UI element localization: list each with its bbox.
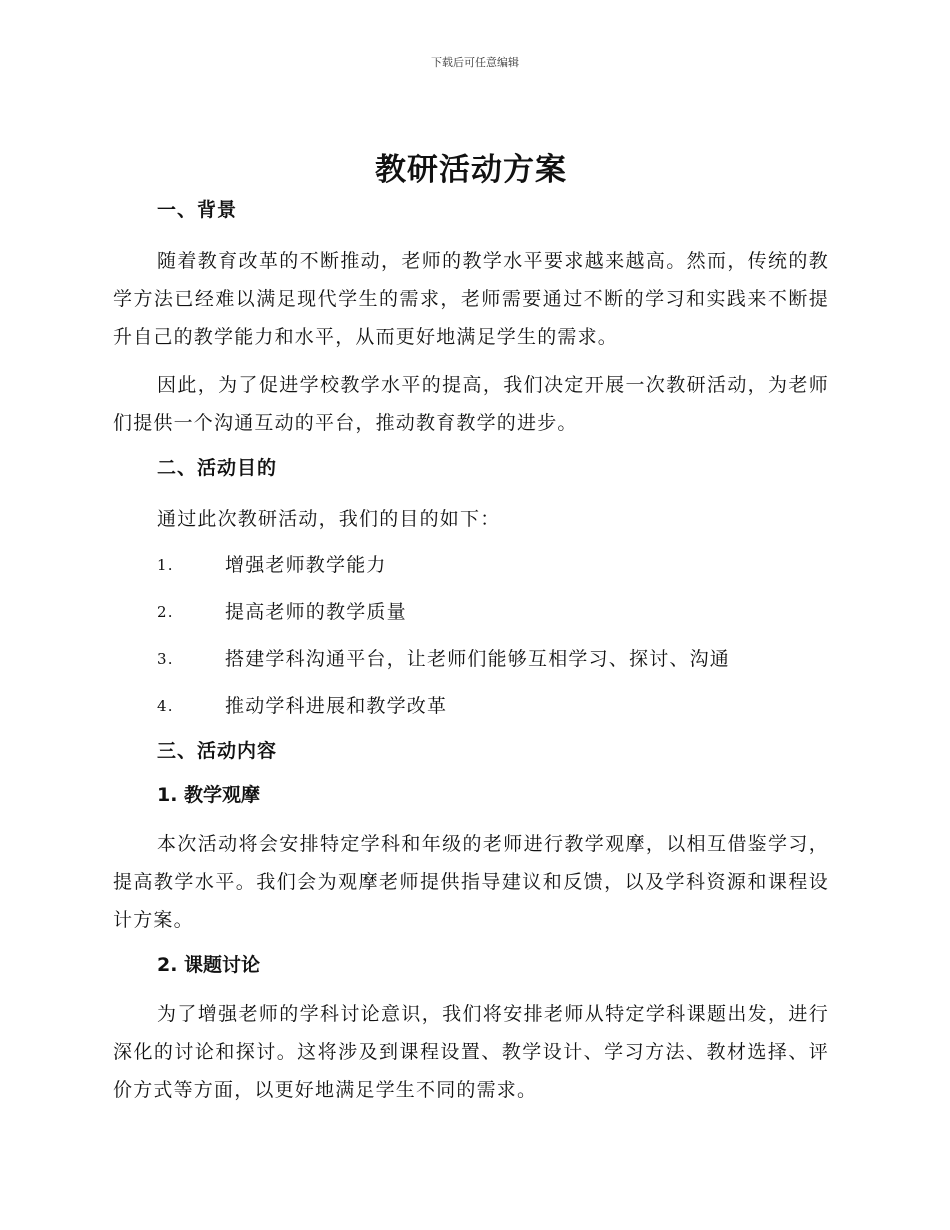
paragraph: 随着教育改革的不断推动，老师的教学水平要求越来越高。然而，传统的教学方法已经难以满足现代学生的需求，老师需要通过不断的学习和实践来不断提升自己的教学能力和水平，从而更好地满足学生的需求。	[113, 250, 829, 348]
list-text: 提高老师的教学质量	[225, 601, 407, 623]
list-item	[113, 551, 829, 579]
list-text: 增强老师教学能力	[225, 554, 387, 576]
list-text: 搭建学科沟通平台，让老师们能够互相学习、探讨、沟通	[225, 648, 731, 670]
list-number: 4.	[157, 697, 174, 715]
header-note: 下载后可任意编辑	[431, 56, 519, 69]
subsection-heading-observation: 1. 教学观摩	[157, 784, 261, 806]
paragraph: 为了增强老师的学科讨论意识，我们将安排老师从特定学科课题出发，进行深化的讨论和探讨。这将涉及到课程设置、教学设计、学习方法、教材选择、评价方式等方面，以更好地满足学生不同的需求。	[113, 1003, 829, 1101]
section-heading-content: 三、活动内容	[157, 740, 278, 762]
list-text: 推动学科进展和教学改革	[225, 695, 448, 717]
list-number: 1.	[157, 556, 174, 574]
section-heading-purpose: 二、活动目的	[157, 457, 278, 479]
list-number: 2.	[157, 603, 174, 621]
purpose-intro: 通过此次教研活动，我们的目的如下：	[157, 508, 501, 530]
list-number: 3.	[157, 650, 174, 668]
section-heading-background: 一、背景	[157, 199, 238, 221]
document-title: 教研活动方案	[375, 152, 567, 188]
paragraph: 因此，为了促进学校教学水平的提高，我们决定开展一次教研活动，为老师们提供一个沟通互动的平台，推动教育教学的进步。	[113, 374, 829, 434]
subsection-heading-discussion: 2. 课题讨论	[157, 954, 261, 976]
list-item	[113, 645, 829, 673]
document-body	[113, 148, 829, 1119]
list-item	[113, 692, 829, 720]
list-item	[113, 598, 829, 626]
paragraph: 本次活动将会安排特定学科和年级的老师进行教学观摩，以相互借鉴学习，提高教学水平。我们会为观摩老师提供指导建议和反馈，以及学科资源和课程设计方案。	[113, 833, 829, 931]
